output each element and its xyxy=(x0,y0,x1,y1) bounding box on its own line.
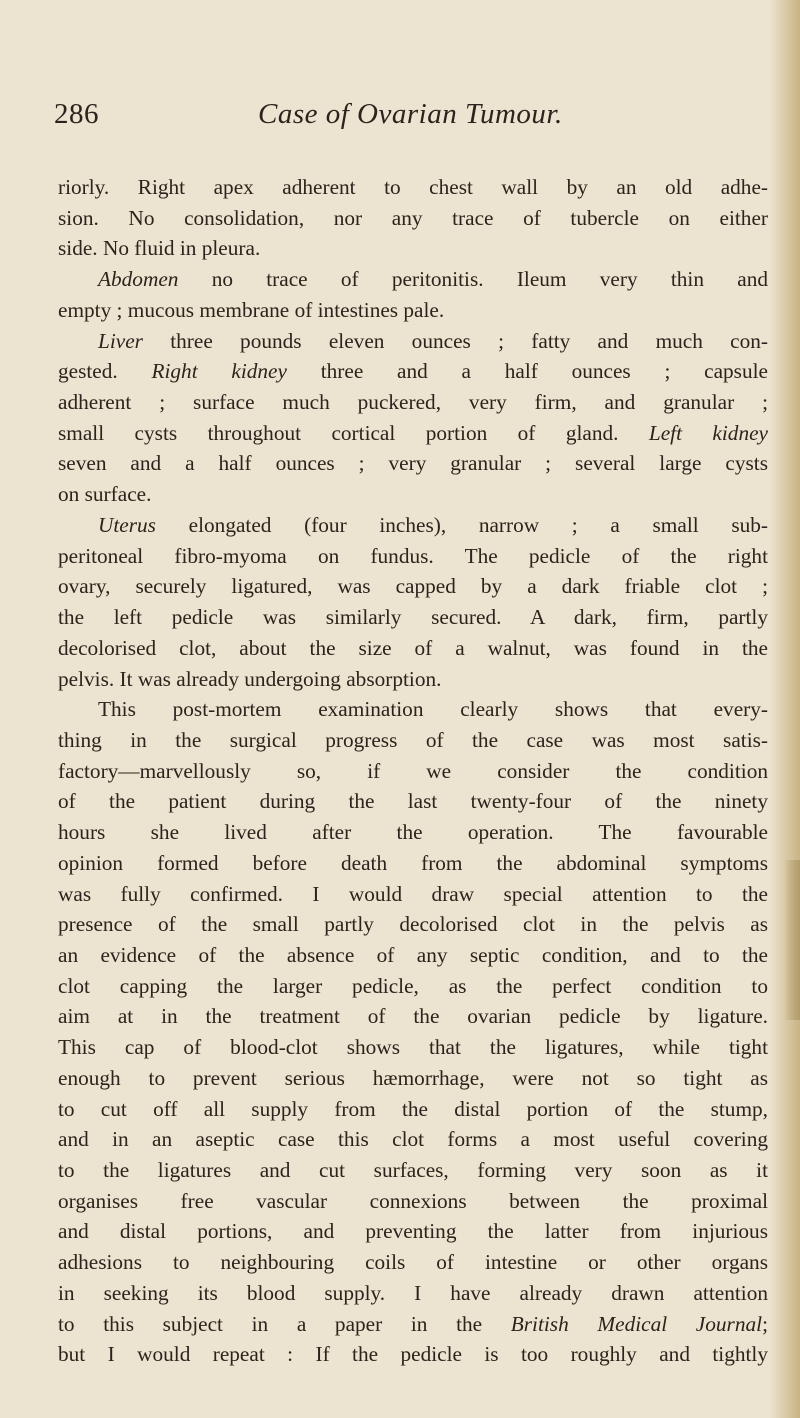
text-line xyxy=(58,694,768,725)
text-line xyxy=(58,848,768,879)
text-segment: enough to prevent serious hæmorrhage, were not so tight as xyxy=(58,1065,768,1090)
text-line xyxy=(58,909,768,940)
text-segment: to this subject in a paper in the xyxy=(58,1311,511,1336)
text-segment: This cap of blood-clot shows that the ligatures, while tight xyxy=(58,1035,768,1060)
text-segment: elongated (four inches), narrow ; a small sub- xyxy=(155,512,768,537)
text-segment: to the ligatures and cut surfaces, forming very soon as it xyxy=(58,1158,768,1182)
running-title: Case of Ovarian Tumour. xyxy=(258,98,563,130)
text-segment: side. No fluid in pleura. xyxy=(58,236,261,261)
text-line xyxy=(58,418,768,449)
text-line xyxy=(58,1216,768,1247)
page-header xyxy=(54,98,744,138)
text-segment: thing in the surgical progress of the case was most satis- xyxy=(58,727,768,752)
text-segment: pelvis. It was already undergoing absorption. xyxy=(58,666,442,691)
emphasis-term: Liver xyxy=(98,328,143,353)
text-line xyxy=(58,448,768,479)
text-line xyxy=(58,356,768,387)
text-line xyxy=(58,1001,768,1032)
text-line xyxy=(58,264,768,295)
text-line xyxy=(58,233,768,264)
text-segment: gested. xyxy=(58,359,152,384)
text-line xyxy=(58,1309,768,1340)
text-line xyxy=(58,756,768,787)
page-edge-shadow xyxy=(770,0,800,1418)
text-segment: aim at in the treatment of the ovarian pedicle by ligature. xyxy=(58,1004,768,1029)
text-line xyxy=(58,879,768,910)
text-line xyxy=(58,203,768,234)
text-line xyxy=(58,1247,768,1278)
text-line xyxy=(58,940,768,971)
text-segment: clot capping the larger pedicle, as the perfect condition to xyxy=(58,973,768,998)
emphasis-term: British Medical Journal xyxy=(510,1311,763,1336)
text-segment: empty ; mucous membrane of intestines pale. xyxy=(58,297,445,322)
text-segment: ; xyxy=(762,1311,768,1336)
text-segment: decolorised clot, about the size of a walnut, was found in the xyxy=(58,635,768,660)
text-segment: hours she lived after the operation. The favourable xyxy=(58,820,768,845)
text-line xyxy=(58,786,768,817)
emphasis-term: Left kidney xyxy=(648,420,768,445)
text-line xyxy=(58,1124,768,1155)
text-line xyxy=(58,172,768,203)
text-segment: peritoneal fibro-myoma on fundus. The pedicle of the right xyxy=(58,543,768,568)
text-segment: no trace of peritonitis. Ileum very thin and xyxy=(178,267,768,292)
text-line xyxy=(58,1339,768,1370)
text-line xyxy=(58,971,768,1002)
text-line xyxy=(58,633,768,664)
text-segment: but I would repeat : If the pedicle is too roughly and tightly xyxy=(58,1342,768,1367)
text-line xyxy=(58,1032,768,1063)
text-line xyxy=(58,725,768,756)
text-line xyxy=(58,817,768,848)
body-text xyxy=(58,172,768,1370)
text-segment: sion. No consolidation, nor any trace of tubercle on either xyxy=(58,205,768,230)
text-segment: in seeking its blood supply. I have already drawn attention xyxy=(58,1280,768,1305)
text-segment: adhesions to neighbouring coils of intestine or other organs xyxy=(58,1250,768,1275)
text-segment: organises free vascular connexions between the proximal xyxy=(58,1188,768,1213)
emphasis-term: Abdomen xyxy=(98,267,179,292)
text-segment: of the patient during the last twenty-four of the ninety xyxy=(58,789,768,814)
text-segment: was fully confirmed. I would draw special attention to the xyxy=(58,881,768,906)
text-segment: three and a half ounces ; capsule xyxy=(286,359,768,384)
text-line xyxy=(58,602,768,633)
page-number: 286 xyxy=(54,98,99,130)
text-line xyxy=(58,479,768,510)
emphasis-term: Right kidney xyxy=(151,359,287,384)
text-segment: an evidence of the absence of any septic condition, and to the xyxy=(58,942,768,967)
text-segment: the left pedicle was similarly secured. A dark, firm, partly xyxy=(58,605,768,630)
text-line xyxy=(58,1094,768,1125)
text-line xyxy=(58,510,768,541)
text-segment: riorly. Right apex adherent to chest wall by an old adhe- xyxy=(58,175,768,199)
text-segment: opinion formed before death from the abdominal symptoms xyxy=(58,850,768,875)
text-segment: adherent ; surface much puckered, very firm, and granular ; xyxy=(58,390,768,415)
text-segment: to cut off all supply from the distal portion of the stump, xyxy=(58,1096,768,1121)
text-line xyxy=(58,326,768,357)
text-line xyxy=(58,541,768,572)
text-segment: This post-mortem examination clearly shows that every- xyxy=(98,697,768,722)
text-line xyxy=(58,1278,768,1309)
page-edge-stain xyxy=(784,860,800,1020)
text-line xyxy=(58,664,768,695)
text-line xyxy=(58,1186,768,1217)
text-line xyxy=(58,387,768,418)
text-segment: presence of the small partly decolorised clot in the pelvis as xyxy=(58,912,768,937)
text-segment: factory—marvellously so, if we consider the condition xyxy=(58,758,768,783)
text-line xyxy=(58,1063,768,1094)
text-line xyxy=(58,1155,768,1186)
text-segment: seven and a half ounces ; very granular ; several large cysts xyxy=(58,451,768,476)
text-segment: and distal portions, and preventing the latter from injurious xyxy=(58,1219,768,1244)
text-segment: small cysts throughout cortical portion of gland. xyxy=(58,420,649,445)
text-segment: and in an aseptic case this clot forms a most useful covering xyxy=(58,1127,768,1152)
text-segment: ovary, securely ligatured, was capped by a dark friable clot ; xyxy=(58,574,768,599)
text-line xyxy=(58,295,768,326)
text-segment: on surface. xyxy=(58,482,152,507)
text-line xyxy=(58,571,768,602)
text-segment: three pounds eleven ounces ; fatty and much con- xyxy=(142,328,768,353)
emphasis-term: Uterus xyxy=(98,512,156,537)
